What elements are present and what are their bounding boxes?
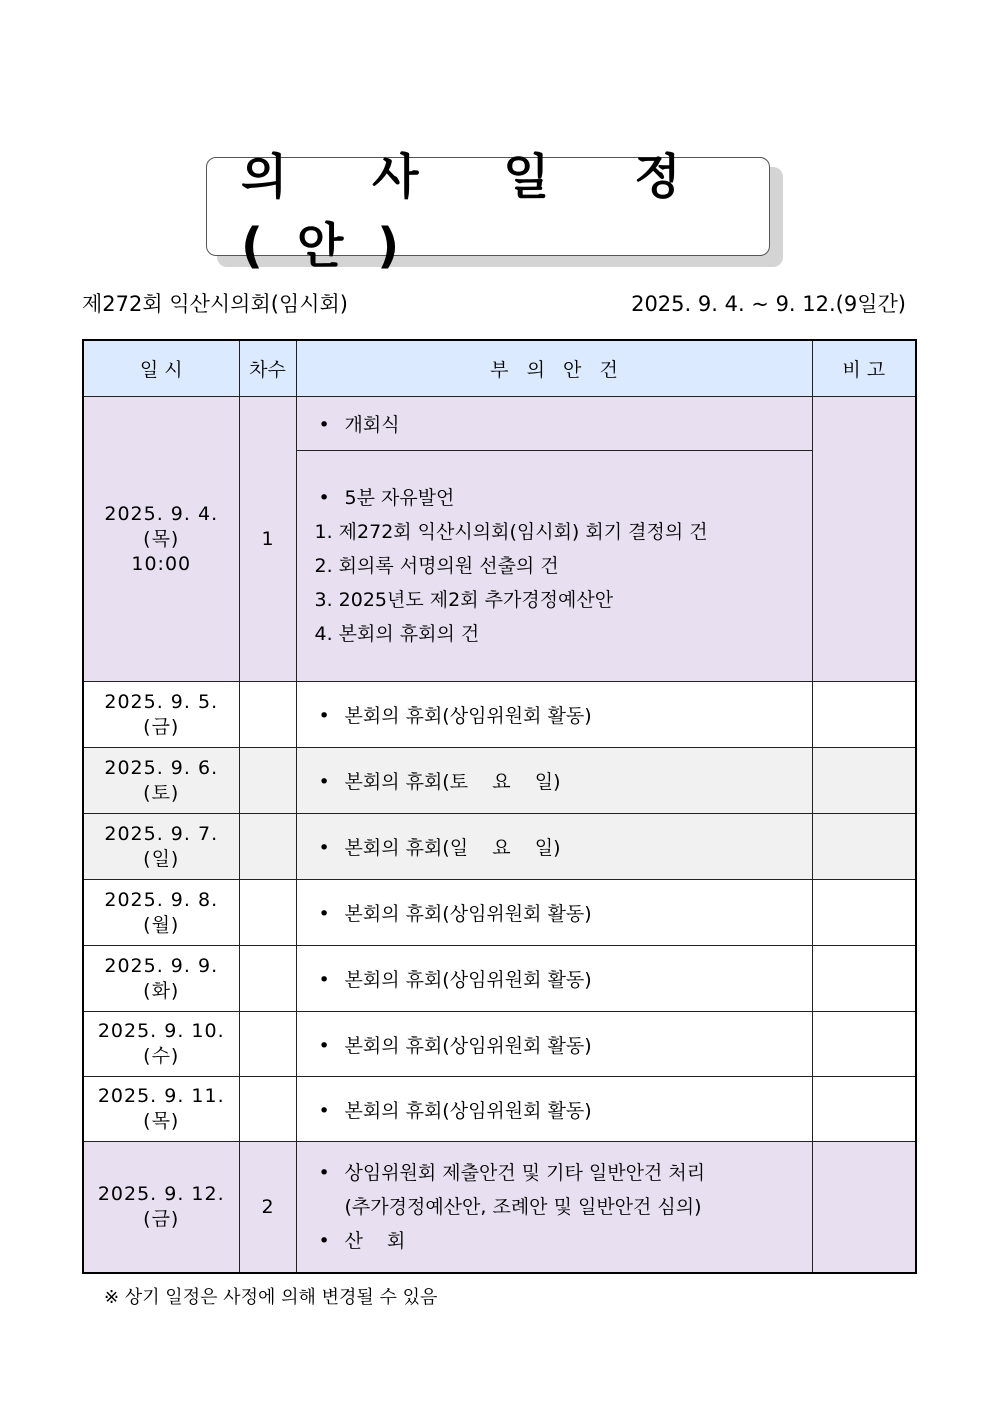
agenda-item: 3. 2025년도 제2회 추가경정예산안 bbox=[314, 589, 614, 611]
row-remarks bbox=[812, 1142, 916, 1273]
row-agenda: • 본회의 휴회(토 요 일) bbox=[296, 748, 812, 814]
agenda-free-speech: • 5분 자유발언 bbox=[319, 487, 455, 509]
row-seq bbox=[239, 946, 296, 1012]
row-remarks bbox=[812, 682, 916, 748]
session-name: 제272회 익산시의회(임시회) bbox=[82, 292, 349, 316]
header-remarks: 비 고 bbox=[812, 340, 916, 397]
row-remarks bbox=[812, 1077, 916, 1142]
row-date-cell: 2025. 9. 11. (목) bbox=[83, 1077, 239, 1142]
row-seq bbox=[239, 748, 296, 814]
row-agenda: • 본회의 휴회(상임위원회 활동) bbox=[296, 1012, 812, 1077]
row-seq bbox=[239, 814, 296, 880]
agenda-items bbox=[296, 451, 812, 682]
row-remarks bbox=[812, 946, 916, 1012]
table-row bbox=[83, 397, 916, 451]
table-row bbox=[83, 682, 916, 748]
row-seq bbox=[239, 1012, 296, 1077]
row-seq: 2 bbox=[239, 1142, 296, 1273]
row-seq bbox=[239, 880, 296, 946]
footnote: ※ 상기 일정은 사정에 의해 변경될 수 있음 bbox=[104, 1287, 438, 1308]
row-remarks bbox=[812, 880, 916, 946]
row-remarks bbox=[812, 748, 916, 814]
row-date-cell: 2025. 9. 12. (금) bbox=[83, 1142, 239, 1273]
row-agenda: • 본회의 휴회(상임위원회 활동) bbox=[296, 946, 812, 1012]
agenda-opening: • 개회식 bbox=[296, 397, 812, 451]
table-row bbox=[83, 814, 916, 880]
row-date-cell: 2025. 9. 10. (수) bbox=[83, 1012, 239, 1077]
header-seq: 차수 bbox=[239, 340, 296, 397]
row-date-cell: 2025. 9. 8. (월) bbox=[83, 880, 239, 946]
row-date-cell: 2025. 9. 5. (금) bbox=[83, 682, 239, 748]
row-agenda: • 상임위원회 제출안건 및 기타 일반안건 처리 (추가경정예산안, 조례안 및 일반안건 심의) • 산 회 bbox=[296, 1142, 812, 1273]
table-row bbox=[83, 880, 916, 946]
row-date-cell: 2025. 9. 9. (화) bbox=[83, 946, 239, 1012]
agenda-item: 4. 본회의 휴회의 건 bbox=[314, 623, 480, 645]
row-time: 10:00 bbox=[131, 552, 192, 575]
row-date-cell bbox=[83, 397, 239, 682]
row-agenda: • 본회의 휴회(상임위원회 활동) bbox=[296, 1077, 812, 1142]
row-seq bbox=[239, 682, 296, 748]
row-seq: 1 bbox=[239, 397, 296, 682]
row-remarks bbox=[812, 1012, 916, 1077]
row-remarks bbox=[812, 397, 916, 682]
row-agenda: • 본회의 휴회(상임위원회 활동) bbox=[296, 880, 812, 946]
agenda-item: 2. 회의록 서명의원 선출의 건 bbox=[314, 555, 559, 577]
table-row bbox=[83, 1077, 916, 1142]
table-row bbox=[83, 1012, 916, 1077]
row-date-cell: 2025. 9. 6. (토) bbox=[83, 748, 239, 814]
session-period: 2025. 9. 4. ~ 9. 12.(9일간) bbox=[631, 292, 906, 316]
header-date: 일 시 bbox=[83, 340, 239, 397]
row-remarks bbox=[812, 814, 916, 880]
agenda-table bbox=[82, 339, 917, 1274]
row-date: 2025. 9. 4. bbox=[104, 502, 219, 525]
row-seq bbox=[239, 1077, 296, 1142]
row-agenda: • 본회의 휴회(일 요 일) bbox=[296, 814, 812, 880]
table-row bbox=[83, 1142, 916, 1273]
table-header bbox=[83, 340, 916, 397]
table-row bbox=[83, 748, 916, 814]
row-date-cell: 2025. 9. 7. (일) bbox=[83, 814, 239, 880]
agenda-item: 1. 제272회 익산시의회(임시회) 회기 결정의 건 bbox=[314, 521, 708, 543]
page-title: 의 사 일 정(안) bbox=[241, 148, 715, 274]
table-row bbox=[83, 946, 916, 1012]
row-agenda: • 본회의 휴회(상임위원회 활동) bbox=[296, 682, 812, 748]
row-weekday: (목) bbox=[143, 527, 180, 550]
title-box bbox=[206, 148, 770, 274]
header-agenda: 부 의 안 건 bbox=[296, 340, 812, 397]
